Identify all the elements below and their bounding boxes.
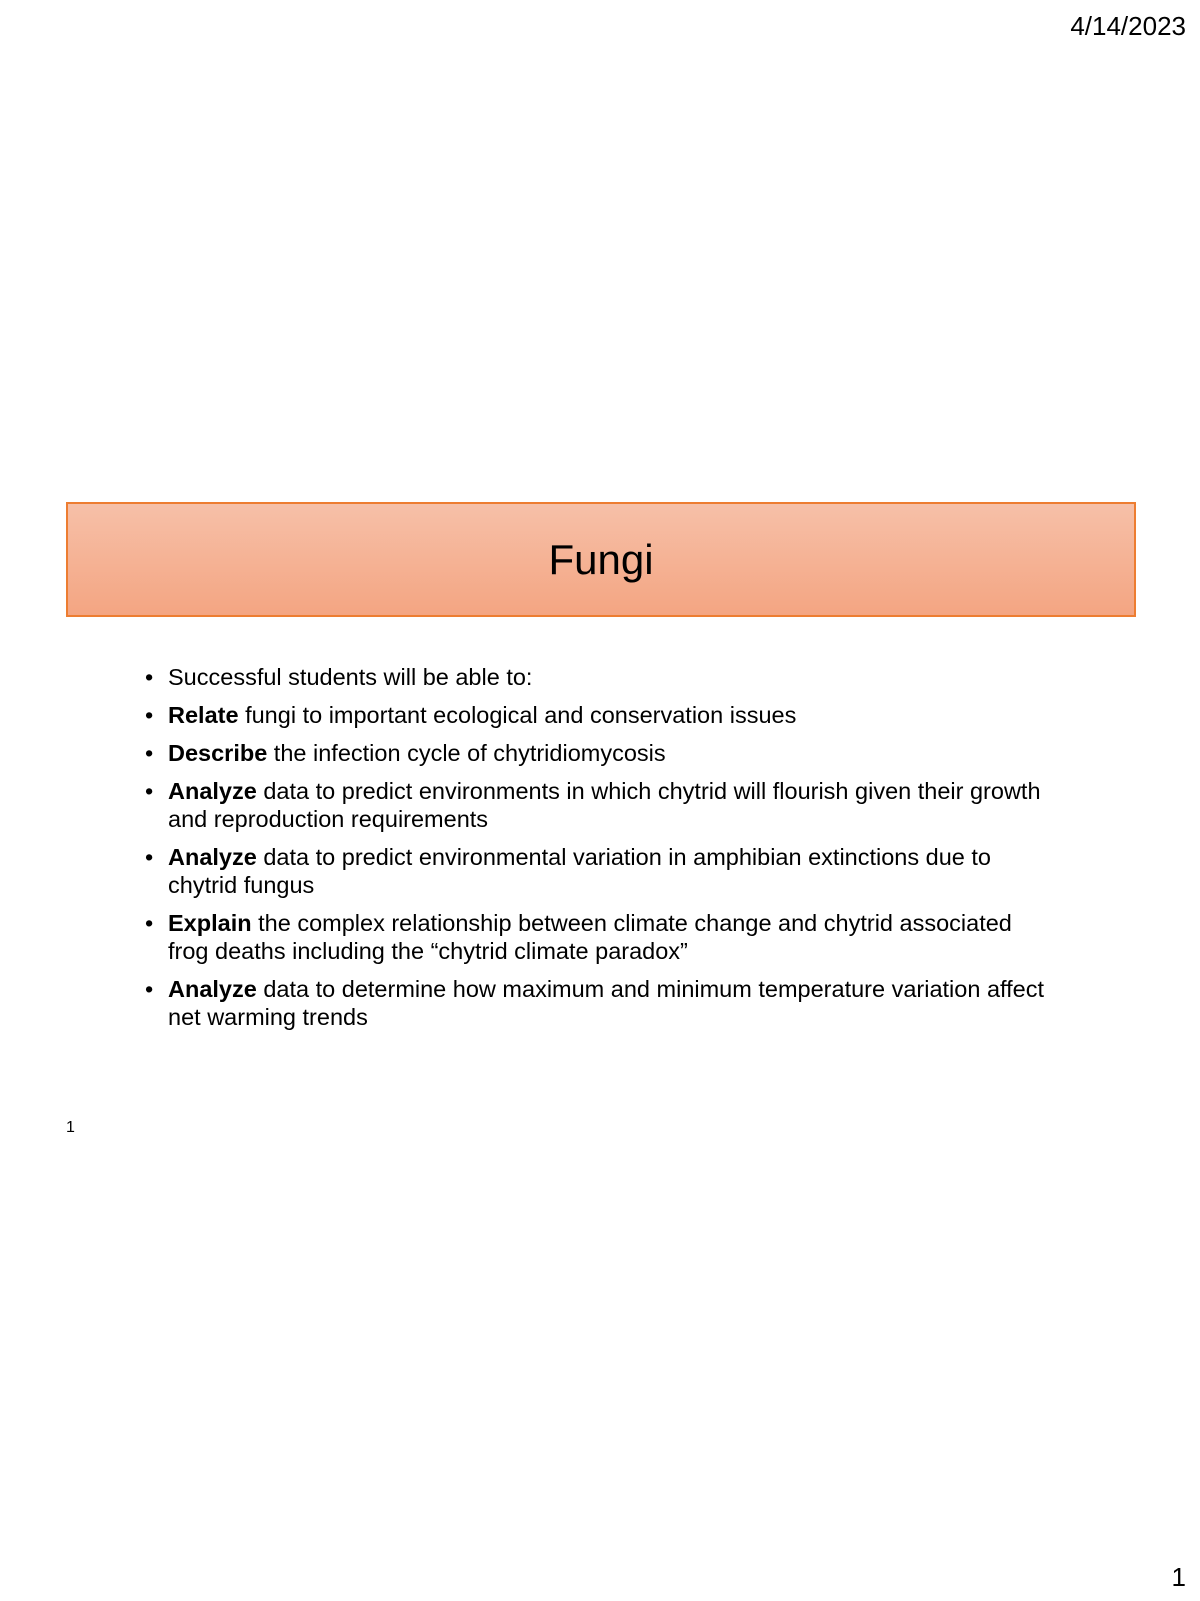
slide-number: 1 (66, 1119, 75, 1136)
objective-verb: Analyze (168, 976, 257, 1002)
objective-text: data to predict environmental variation in amphibian extinctions due to chytrid fungus (168, 844, 991, 898)
bullet-icon: • (145, 844, 154, 870)
slide-title-box (66, 502, 1136, 617)
bullet-icon: • (145, 702, 154, 728)
objective-item (145, 739, 1045, 767)
objective-text: data to determine how maximum and minimum temperature variation affect net warming trends (168, 976, 1044, 1030)
objective-text: the complex relationship between climate change and chytrid associated frog deaths including the “chytrid climate paradox” (168, 910, 1012, 964)
objective-item (145, 701, 1045, 729)
objective-text: Successful students will be able to: (168, 664, 533, 690)
page-number: 1 (1171, 1562, 1186, 1592)
bullet-icon: • (145, 778, 154, 804)
objective-verb: Analyze (168, 778, 257, 804)
learning-objectives-list (145, 663, 1045, 1041)
objective-item (145, 975, 1045, 1031)
objective-text: the infection cycle of chytridiomycosis (267, 740, 666, 766)
objective-text: data to predict environments in which chytrid will flourish given their growth and reproduction requirements (168, 778, 1041, 832)
objective-item (145, 843, 1045, 899)
slide-title: Fungi (548, 535, 654, 583)
objective-verb: Explain (168, 910, 252, 936)
bullet-icon: • (145, 664, 154, 690)
bullet-icon: • (145, 976, 154, 1002)
page-date: 4/14/2023 (1070, 11, 1186, 41)
objective-verb: Describe (168, 740, 268, 766)
objective-verb: Analyze (168, 844, 257, 870)
objective-item (145, 909, 1045, 965)
objective-text: fungi to important ecological and conservation issues (238, 702, 797, 728)
objective-item (145, 777, 1045, 833)
objective-item (145, 663, 1045, 691)
objective-verb: Relate (168, 702, 239, 728)
bullet-icon: • (145, 910, 154, 936)
bullet-icon: • (145, 740, 154, 766)
